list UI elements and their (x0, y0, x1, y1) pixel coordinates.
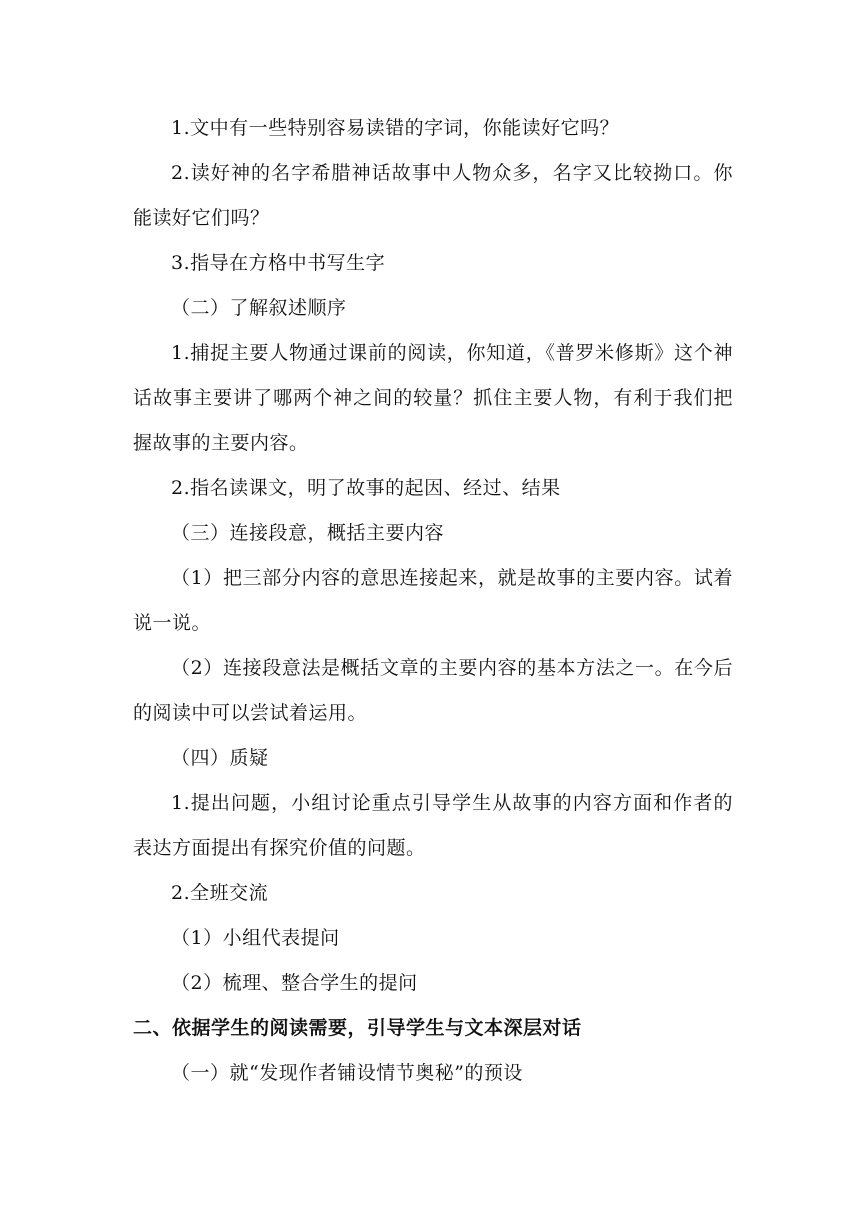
paragraph-reading-names: 2.读好神的名字希腊神话故事中人物众多，名字又比较拗口。你能读好它们吗？ (133, 162, 733, 229)
paragraph-organize-questions: （2）梳理、整合学生的提问 (171, 972, 418, 994)
paragraph-method: （2）连接段意法是概括文章的主要内容的基本方法之一。在今后的阅读中可以尝试着运用。 (133, 657, 733, 724)
chapter-heading-deep-dialogue: 二、依据学生的阅读需要，引导学生与文本深层对话 (133, 1017, 582, 1039)
section-heading-plot-design: （一）就“发现作者铺设情节奥秘”的预设 (171, 1062, 523, 1084)
section-heading-summarize: （三）连接段意，概括主要内容 (171, 522, 445, 544)
section-heading-narrative-order: （二）了解叙述顺序 (171, 297, 347, 319)
section-heading-questions: （四）质疑 (171, 747, 269, 769)
paragraph-class-exchange: 2.全班交流 (171, 882, 269, 904)
paragraph-raise-questions: 1.提出问题，小组讨论重点引导学生从故事的内容方面和作者的表达方面提出有探究价值的问题。 (133, 792, 733, 859)
paragraph-main-characters: 1.捕捉主要人物通过课前的阅读，你知道，《普罗米修斯》这个神话故事主要讲了哪两个神之间的较量？抓住主要人物，有利于我们把握故事的主要内容。 (133, 342, 733, 454)
paragraph-connect-parts: （1）把三部分内容的意思连接起来，就是故事的主要内容。试着说一说。 (133, 567, 733, 634)
document-body (133, 106, 733, 1096)
paragraph-reading-words: 1.文中有一些特别容易读错的字词，你能读好它吗？ (171, 117, 620, 139)
paragraph-read-aloud: 2.指名读课文，明了故事的起因、经过、结果 (171, 477, 561, 499)
paragraph-writing-characters: 3.指导在方格中书写生字 (171, 252, 386, 274)
paragraph-group-question: （1）小组代表提问 (171, 927, 340, 949)
